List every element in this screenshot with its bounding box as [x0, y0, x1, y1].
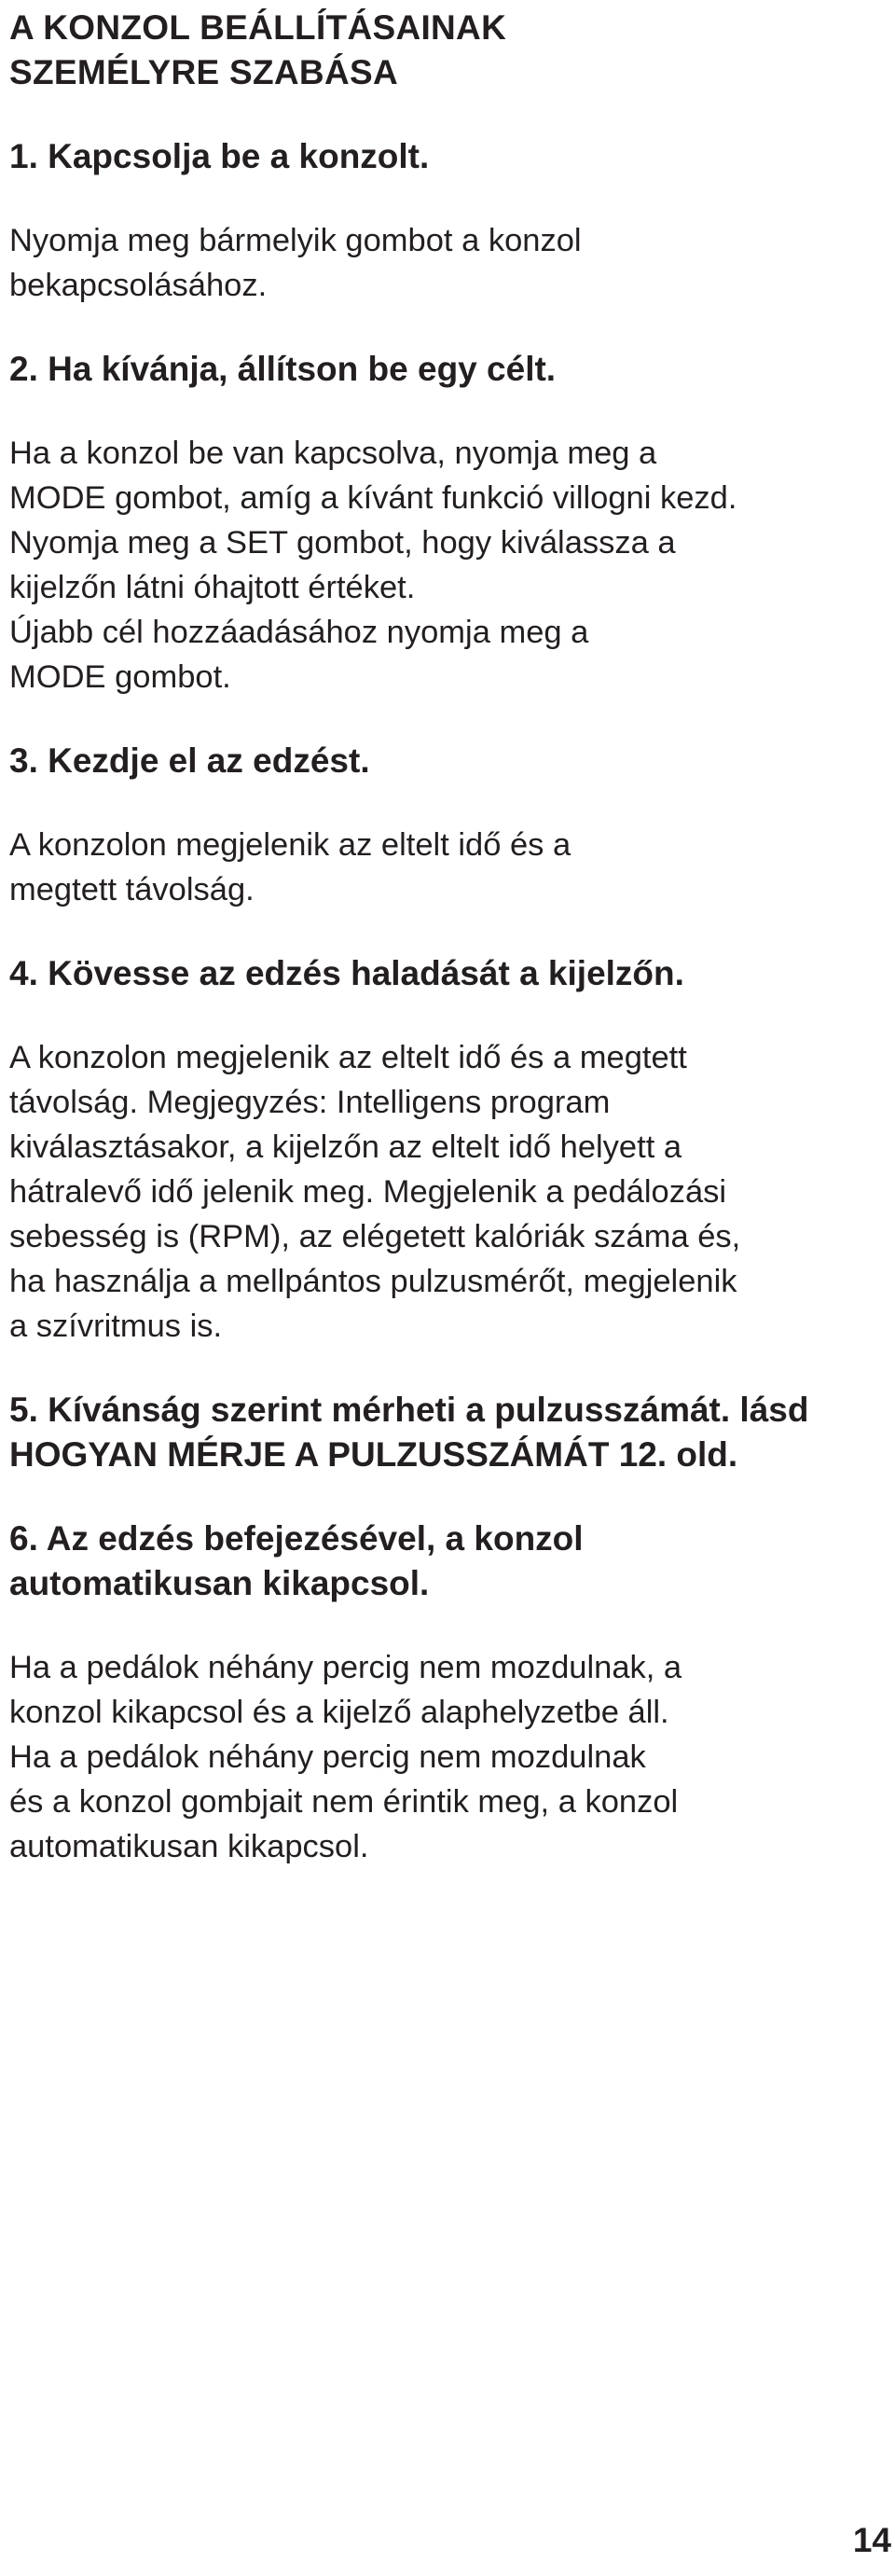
paragraph-line: Ha a konzol be van kapcsolva, nyomja meg a: [9, 436, 657, 471]
paragraph-line: Ha a pedálok néhány percig nem mozdulnak: [9, 1739, 646, 1775]
section-title-line: SZEMÉLYRE SZABÁSA: [9, 53, 398, 91]
step-6: [9, 1517, 839, 1869]
step-heading-line: HOGYAN MÉRJE A PULZUSSZÁMÁT 12. old.: [9, 1435, 738, 1474]
step-1-heading: [9, 134, 839, 179]
step-2-paragraph: [9, 431, 839, 699]
paragraph-line: a szívritmus is.: [9, 1309, 223, 1344]
paragraph-line: kijelzőn látni óhajtott értéket.: [9, 570, 416, 605]
paragraph-line: MODE gombot.: [9, 659, 231, 695]
step-5-heading: [9, 1388, 839, 1477]
paragraph-line: automatikusan kikapcsol.: [9, 1829, 369, 1864]
paragraph-line: A konzolon megjelenik az eltelt idő és a megtett: [9, 1040, 687, 1075]
step-3: [9, 739, 839, 912]
paragraph-line: konzol kikapcsol és a kijelző alaphelyzetbe áll.: [9, 1695, 669, 1730]
step-2-heading: [9, 347, 839, 392]
section-title-line: A KONZOL BEÁLLÍTÁSAINAK: [9, 8, 507, 47]
paragraph-line: A konzolon megjelenik az eltelt idő és a: [9, 827, 571, 863]
page-number: 14: [852, 2521, 891, 2559]
step-3-paragraph: [9, 823, 839, 912]
step-4: [9, 951, 839, 1349]
paragraph-line: bekapcsolásához.: [9, 268, 268, 303]
step-heading-line: automatikusan kikapcsol.: [9, 1564, 430, 1602]
paragraph-line: Nyomja meg bármelyik gombot a konzol: [9, 223, 582, 258]
step-heading-line: 4. Kövesse az edzés haladását a kijelzőn.: [9, 954, 684, 992]
paragraph-line: Újabb cél hozzáadásához nyomja meg a: [9, 615, 589, 650]
step-heading-line: 3. Kezdje el az edzést.: [9, 741, 370, 780]
paragraph-line: megtett távolság.: [9, 872, 255, 907]
step-4-paragraph: [9, 1035, 839, 1349]
step-6-paragraph: [9, 1645, 839, 1869]
paragraph-line: ha használja a mellpántos pulzusmérőt, megjelenik: [9, 1264, 737, 1299]
paragraph-line: Nyomja meg a SET gombot, hogy kiválassza a: [9, 525, 676, 561]
step-3-heading: [9, 739, 839, 783]
paragraph-line: kiválasztásakor, a kijelzőn az eltelt idő helyett a: [9, 1129, 682, 1165]
paragraph-line: Ha a pedálok néhány percig nem mozdulnak, a: [9, 1650, 682, 1685]
step-2: [9, 347, 839, 699]
paragraph-line: és a konzol gombjait nem érintik meg, a konzol: [9, 1784, 679, 1820]
paragraph-line: távolság. Megjegyzés: Intelligens program: [9, 1085, 611, 1120]
step-5: [9, 1388, 839, 1477]
paragraph-line: sebesség is (RPM), az elégetett kalóriák száma és,: [9, 1219, 741, 1254]
paragraph-line: hátralevő idő jelenik meg. Megjelenik a pedálozási: [9, 1174, 727, 1210]
step-heading-line: 6. Az edzés befejezésével, a konzol: [9, 1519, 584, 1558]
step-heading-line: 5. Kívánság szerint mérheti a pulzusszámát. lásd: [9, 1391, 809, 1429]
step-1: [9, 134, 839, 308]
step-heading-line: 1. Kapcsolja be a konzolt.: [9, 137, 430, 175]
step-heading-line: 2. Ha kívánja, állítson be egy célt.: [9, 350, 557, 388]
step-6-heading: [9, 1517, 839, 1606]
page-content: [9, 6, 839, 1869]
section-title: [9, 6, 839, 95]
paragraph-line: MODE gombot, amíg a kívánt funkció villogni kezd.: [9, 480, 737, 516]
step-1-paragraph: [9, 218, 839, 308]
step-4-heading: [9, 951, 839, 996]
